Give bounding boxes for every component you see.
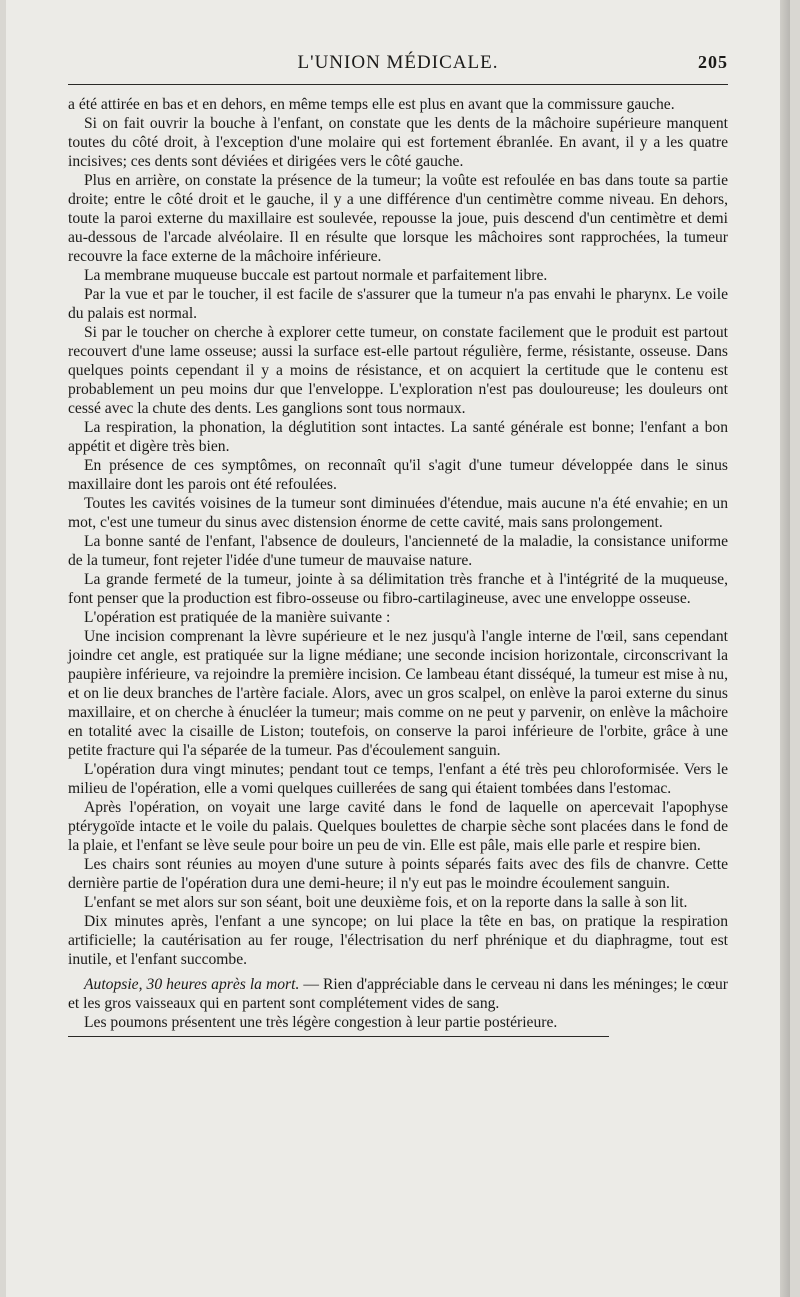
paragraph: Si par le toucher on cherche à explorer cette tumeur, on constate facilement que le produit est partout recouvert d'une lame osseuse; aussi la surface est-elle partout régulière, ferme, résistante, osseuse. Dans quelques points cependant il y a moins de résistance, et on acquiert la certitude que le contenu est probablement un peu moins dur que l'enveloppe. L'exploration n'est pas douloureuse; les douleurs ont cessé avec la chute des dents. Les ganglions sont tous normaux. <box>68 324 728 417</box>
page-spine <box>780 0 790 1297</box>
paragraph: Les chairs sont réunies au moyen d'une suture à points séparés faits avec des fils de chanvre. Cette dernière partie de l'opération dura une demi-heure; il n'y eut pas le moindre écoulement sanguin. <box>68 856 728 892</box>
paragraph: a été attirée en bas et en dehors, en même temps elle est plus en avant que la commissure gauche. <box>68 96 675 113</box>
paragraph: Par la vue et par le toucher, il est facile de s'assurer que la tumeur n'a pas envahi le pharynx. Le voile du palais est normal. <box>68 286 728 322</box>
autopsie-paragraph <box>68 975 728 1013</box>
footer-rule <box>68 1036 609 1037</box>
paragraph: L'opération dura vingt minutes; pendant tout ce temps, l'enfant a été très peu chloroformisée. Vers le milieu de l'opération, elle a vomi quelques cuillerées de sang qui étaient tombées dans l'estomac. <box>68 761 728 797</box>
paragraph: Plus en arrière, on constate la présence de la tumeur; la voûte est refoulée en bas dans toute sa partie droite; entre le côté droit et le gauche, il y a une différence d'un centimètre comme niveau. En dehors, toute la paroi externe du maxillaire est soulevée, repousse la joue, puis descend d'un centimètre et demi au-dessous de l'arcade alvéolaire. Il en résulte que lorsque les mâchoires sont rapprochées, la tumeur recouvre la face externe de la mâchoire inférieure. <box>68 172 728 265</box>
header-rule <box>68 84 728 85</box>
autopsie-timing: 30 heures après la mort. <box>146 976 300 993</box>
paragraph: En présence de ces symptômes, on reconnaît qu'il s'agit d'une tumeur développée dans le sinus maxillaire dont les parois ont été refoulées. <box>68 457 728 493</box>
document-page <box>6 0 790 1297</box>
paragraph-last: Les poumons présentent une très légère congestion à leur partie postérieure. <box>84 1014 558 1031</box>
journal-title: L'UNION MÉDICALE. <box>297 52 499 73</box>
paragraph: Si on fait ouvrir la bouche à l'enfant, on constate que les dents de la mâchoire supérieure manquent toutes du côté droit, à l'exception d'une molaire qui est fortement ébranlée. En avant, il y a les quatre incisives; ces dents sont déviées et dirigées vers le côté gauche. <box>68 115 728 170</box>
paragraph: Après l'opération, on voyait une large cavité dans le fond de laquelle on apercevait l'apophyse ptérygoïde intacte et le voile du palais. Quelques boulettes de charpie sèche sont placées dans le fond de la plaie, et l'enfant se lève seule pour boire un peu de vin. Elle est pâle, mais elle parle et respire bien. <box>68 799 728 854</box>
paragraph: La bonne santé de l'enfant, l'absence de douleurs, l'ancienneté de la maladie, la consistance uniforme de la tumeur, font rejeter l'idée d'une tumeur de mauvaise nature. <box>68 533 728 569</box>
page-header <box>68 52 728 82</box>
paragraph: La membrane muqueuse buccale est partout normale et parfaitement libre. <box>84 267 548 284</box>
page-number: 205 <box>698 52 728 72</box>
paragraph: La grande fermeté de la tumeur, jointe à sa délimitation très franche et à l'intégrité de la muqueuse, font penser que la production est fibro-osseuse ou fibro-cartilagineuse, avec une enveloppe osseuse. <box>68 571 728 607</box>
paragraph: Toutes les cavités voisines de la tumeur sont diminuées d'étendue, mais aucune n'a été envahie; en un mot, c'est une tumeur du sinus avec distension énorme de cette cavité, mais sans prolongement. <box>68 495 728 531</box>
article-body <box>68 95 728 1032</box>
paragraph: Dix minutes après, l'enfant a une syncope; on lui place la tête en bas, on pratique la respiration artificielle; la cautérisation au fer rouge, l'électrisation du nerf phrénique et du diaphragme, tout est inutile, et l'enfant succombe. <box>68 913 728 968</box>
paragraph: L'opération est pratiquée de la manière suivante : <box>84 609 391 626</box>
paragraph: La respiration, la phonation, la déglutition sont intactes. La santé générale est bonne; l'enfant a bon appétit et digère très bien. <box>68 419 728 455</box>
autopsie-text: — Rien d'appréciable dans le cerveau ni dans les méninges; le cœur et les gros vaisseaux qui en partent sont complétement vides de sang. <box>68 976 728 1012</box>
autopsie-label: Autopsie, <box>84 976 143 993</box>
paragraph: Une incision comprenant la lèvre supérieure et le nez jusqu'à l'angle interne de l'œil, sans cependant joindre cet angle, est pratiquée sur la ligne médiane; une seconde incision horizontale, circonscrivant la paupière inférieure, va rejoindre la première incision. Ce lambeau étant disséqué, la tumeur est mise à nu, et on lie deux branches de l'artère faciale. Alors, avec un gros scalpel, on enlève la paroi externe du sinus maxillaire, et on cherche à énucléer la tumeur; mais comme on ne peut y parvenir, on enlève la mâchoire en totalité avec la cisaille de Liston; toutefois, on conserve la paroi inférieure de l'orbite, grâce à une petite fracture qui l'a séparée de la tumeur. Pas d'écoulement sanguin. <box>68 628 728 759</box>
paragraph: L'enfant se met alors sur son séant, boit une deuxième fois, et on la reporte dans la salle à son lit. <box>84 894 688 911</box>
